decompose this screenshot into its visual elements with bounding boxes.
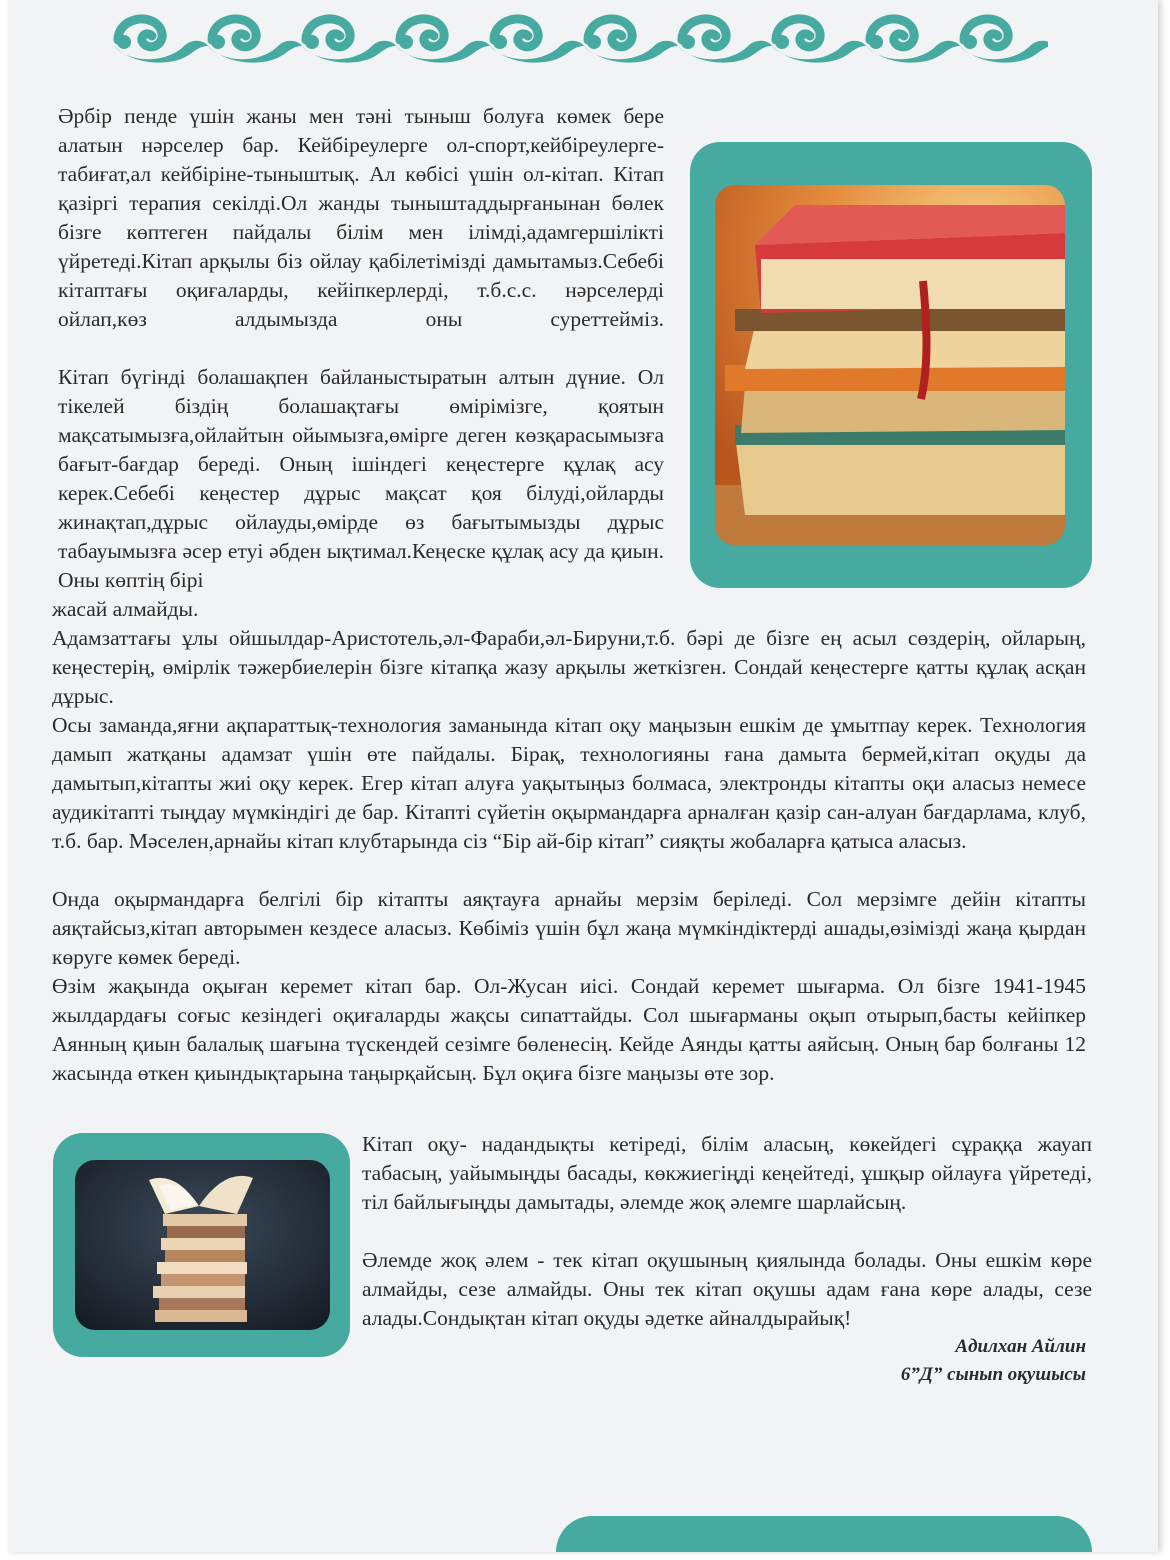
author-name: Адилхан Айлин xyxy=(955,1336,1086,1357)
book-tower-icon xyxy=(75,1160,330,1330)
teal-swirl-wave-ornament xyxy=(108,6,1048,70)
stacked-books-photo xyxy=(715,185,1065,545)
article-paragraph-3: Адамзаттағы ұлы ойшылдар-Аристотель,әл-Фараби,әл-Бируни,т.б. бәрі де бізге ең асыл сөздерің, ойларың, кеңестерің, өмірлік тәжербиелерін бізге кітапқа жазу арқылы жеткізген. Сондай кеңестерге қатты құлақ асқан дұрыс. xyxy=(52,626,1086,708)
article-paragraph-1: Әрбір пенде үшін жаны мен тәні тыныш болуға көмек бере алатын нәрселер бар. Кейбіреулерге ол-спорт,кейбіреулерге-табиғат,ал кейбіріне-тыныштық. Ал көбісі үшін ол-кітап. Кітап қазіргі терапия секілді.Ол жанды тыныштаддырғанынан бөлек бізге көптеген пайдалы білім мен ілімді,адамгершілікті үйретеді.Кітап арқылы біз ойлау қабілетімізді дамытамыз.Себебі кітаптағы оқиғаларды, кейіпкерлерді, т.б.с.с. нәрселерді ойлап,көз алдымызда оны суреттейміз. xyxy=(58,104,664,331)
bottom-accent-bar xyxy=(556,1516,1092,1552)
article-paragraph-8: Әлемде жоқ әлем - тек кітап оқушының қиялында болады. Оны ешкім көре алмайды, сезе алмайды. Оны тек кітап оқушы адам ғана көре алады, сезе алады.Сондықтан кітап оқуды әдетке айналдырайық! xyxy=(362,1248,1092,1330)
article-paragraph-6: Өзім жақында оқыған керемет кітап бар. Ол-Жусан иісі. Сондай керемет шығарма. Ол бізге 1941-1945 жылдардағы соғыс кезіндегі оқиғаларды жақсы сипаттайды. Сол шығарманы оқып отырып,басты кейіпкер Аянның қиын балалық шағына түскендей сезімге бөленесің. Кейде Аянды қатты аяйсың. Оның бар болғаны 12 жасында өткен қиындықтарына таңырқайсың. Бұл оқиға бізге маңызы өте зор. xyxy=(52,974,1086,1085)
document-page xyxy=(8,0,1158,1552)
open-book-tower-photo xyxy=(75,1160,330,1330)
article-paragraph-2-tail: жасай алмайды. xyxy=(52,597,199,621)
article-paragraph-5: Онда оқырмандарға белгілі бір кітапты аяқтауға арнайы мерзім беріледі. Сол мерзімге дейін кітапты аяқтайсыз,кітап авторымен кездесе аласыз. Көбіміз үшін бұл жаңа мүмкіндіктерді ашады,өзімізді жаңа қырдан көруге көмек береді. xyxy=(52,887,1086,969)
author-class: 6”Д” сынып оқушысы xyxy=(900,1364,1086,1385)
book-stack-icon xyxy=(715,185,1065,545)
article-paragraph-4: Осы заманда,яғни ақпараттық-технология заманында кітап оқу маңызын ешкім де ұмытпау керек. Технология дамып жатқаны адамзат үшін өте пайдалы. Бірақ, технологияны ғана дамыта бермей,кітап оқуды да дамытып,кітапты жиі оқу керек. Егер кітап алуға уақытыңыз болмаса, электронды кітапты оқи аласыз немесе аудикітапті тыңдау мүмкіндігі де бар. Кітапті сүйетін оқырмандарға арналған қазір сан-алуан бағдарлама, клуб, т.б. бар. Мәселен,арнайы кітап клубтарында сіз “Бір ай-бір кітап” сияқты жобаларға қатыса аласыз. xyxy=(52,713,1086,853)
article-paragraph-7: Кітап оқу- надандықты кетіреді, білім аласың, көкейдегі сұраққа жауап табасың, уайымыңды басады, көкжиегіңді кеңейтеді, ұшқыр ойлауға үйретеді, тіл байлығыңды дамытады, әлемде жоқ әлемге шарлайсың. xyxy=(362,1132,1092,1214)
article-paragraph-2: Кітап бүгінді болашақпен байланыстыратын алтын дүние. Ол тікелей біздің болашақтағы өмірімізге, қоятын мақсатымызға,ойлайтын ойымызға,өмірге деген көзқарасымызға бағыт-бағдар береді. Оның ішіндегі кеңестерге құлақ асу керек.Себебі кеңестер дұрыс мақсат қоя білуді,ойларды жинақтап,дұрыс ойлауды,өмірде өз бағытымызды дұрыс табауымызға әсер етуі әбден ықтимал.Кеңеске құлақ асу да қиын. Оны көптің бірі xyxy=(58,365,664,592)
